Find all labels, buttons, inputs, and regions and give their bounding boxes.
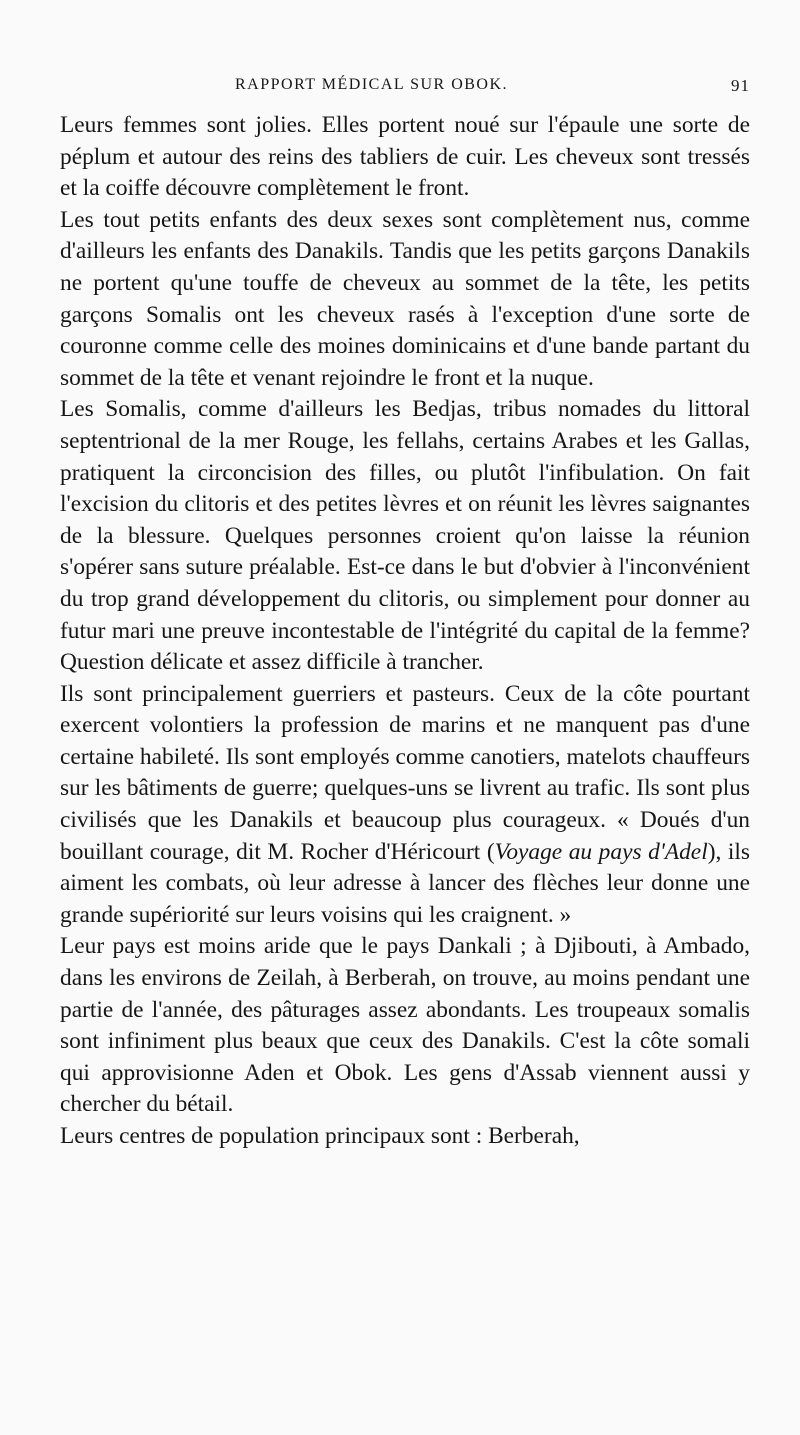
- paragraph-warriors: [60, 679, 750, 932]
- paragraph-customs: Les Somalis, comme d'ailleurs les Bedjas, tribus nomades du littoral septentrional de la mer Rouge, les fellahs, certains Arabes et les Gallas, pratiquent la circoncision des filles, ou plutôt l'infibulation. On fait l'excision du clitoris et des petites lèvres et on réunit les lèvres saignantes de la blessure. Quelques personnes croient qu'on laisse la réunion s'opérer sans suture préalable. Est-ce dans le but d'obvier à l'inconvénient du trop grand développement du clitoris, ou simplement pour donner au futur mari une preuve incontestable de l'intégrité du capital de la femme? Question délicate et assez difficile à trancher.: [60, 396, 750, 676]
- paragraph-country: Leur pays est moins aride que le pays Dankali ; à Djibouti, à Ambado, dans les environs de Zeilah, à Berberah, on trouve, au moins pendant une partie de l'année, des pâturages assez abondants. Les troupeaux somalis sont infiniment plus beaux que ceux des Danakils. C'est la côte somali qui approvisionne Aden et Obok. Les gens d'Assab viennent aussi y chercher du bétail.: [60, 933, 750, 1118]
- warriors-text-before: Ils sont principalement guerriers et pasteurs. Ceux de la côte pourtant exercent volontiers la profession de marins et ne manquent pas d'une certaine habileté. Ils sont employés comme canotiers, matelots chauffeurs sur les bâtiments de guerre; quelques-uns se livrent au trafic. Ils sont plus civilisés que les Danakils et beaucoup plus courageux. « Doués d'un bouillant courage, dit M. Rocher d'Héricourt (: [60, 680, 750, 865]
- book-title: Voyage au pays d'Adel: [494, 838, 708, 865]
- page-header: [60, 72, 750, 102]
- paragraph-women: Leurs femmes sont jolies. Elles portent noué sur l'épaule une sorte de péplum et autour des reins des tabliers de cuir. Les cheveux sont tressés et la coiffe découvre complètement le front.: [60, 112, 750, 202]
- body-text: [60, 110, 750, 1153]
- warriors-text-after: ), ils aiment les combats, où leur adresse à lancer des flèches leur donne une grande supériorité sur leurs voisins qui les craignent. »: [60, 838, 750, 928]
- running-title: RAPPORT MÉDICAL SUR OBOK.: [235, 76, 509, 93]
- paragraph-children: Les tout petits enfants des deux sexes sont complètement nus, comme d'ailleurs les enfants des Danakils. Tandis que les petits garçons Danakils ne portent qu'une touffe de cheveux au sommet de la tête, les petits garçons Somalis ont les cheveux rasés à l'exception d'une sorte de couronne comme celle des moines dominicains et d'une bande partant du sommet de la tête et venant rejoindre le front et la nuque.: [60, 206, 750, 391]
- paragraph-population: Leurs centres de population principaux sont : Berberah,: [60, 1123, 580, 1149]
- page-number: 91: [731, 76, 750, 95]
